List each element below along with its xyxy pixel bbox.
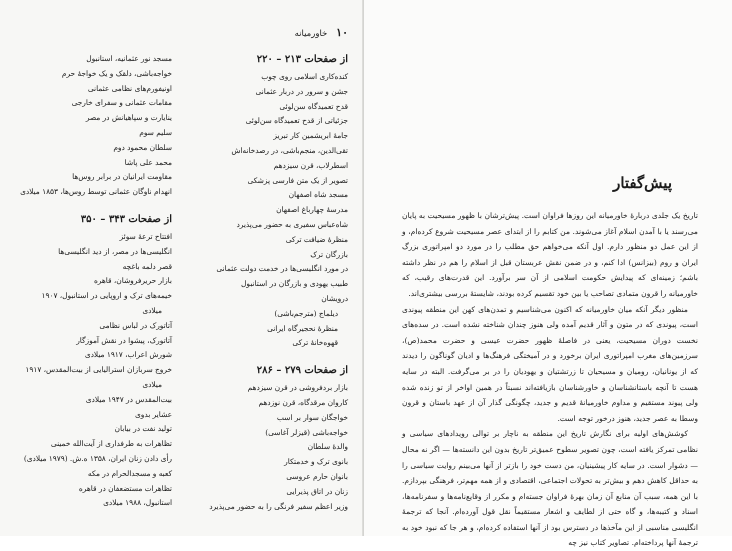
illustration-entry: بانوان حارم عروسی xyxy=(286,471,348,481)
illustration-entry: انهدام ناوگان عثمانی توسط روس‌ها، ۱۸۵۳ میلادی xyxy=(20,187,172,197)
illustration-list-right-column xyxy=(186,52,348,514)
illustration-entry: عشایر بدوی xyxy=(134,409,172,419)
illustration-entry: کنده‌کاری اسلامی روی چوب xyxy=(261,72,348,81)
illustration-entry: تظاهرات مستضعفان در قاهره xyxy=(78,483,172,493)
illustration-entry: سلطان محمود دوم xyxy=(113,142,172,152)
illustration-entry: قهوه‌خانهٔ ترکی xyxy=(292,338,338,348)
chapter-title: پیش‌گفتار xyxy=(613,174,672,192)
illustration-entry: استانبول، ۱۹۸۸ میلادی xyxy=(103,498,172,508)
illustration-entry: بازرگان ترک xyxy=(310,249,348,259)
illustration-entry: وزیر اعظم سفیر فرنگی را به حضور می‌پذیرد xyxy=(209,501,348,511)
page-number: ۱۰ xyxy=(336,26,348,39)
illustration-entry: جزئیاتی از قدح تعمیدگاه سن‌لوئی xyxy=(245,116,348,126)
illustration-entry: درویشان xyxy=(321,293,348,303)
illustration-entry: میلادی xyxy=(142,305,162,315)
section-gap xyxy=(186,351,348,363)
illustration-entry: بازار بردفروشی در قرن سیزدهم xyxy=(247,383,348,393)
illustration-entry: بیت‌المقدس در ۱۹۴۷ میلادی xyxy=(85,394,172,404)
illustration-entry: جشن و سرور در دربار عثمانی xyxy=(255,86,348,96)
illustration-entry: اونیفورم‌های نظامی عثمانی xyxy=(87,83,172,93)
right-page xyxy=(364,0,732,548)
illustration-entry: مقامات عثمانی و سفرای خارجی xyxy=(71,98,172,108)
illustration-entry: دیلماج (مترجم‌باشی) xyxy=(274,308,338,318)
illustration-entry: انگلیسی‌ها در مصر، از دید انگلیسی‌ها xyxy=(58,246,172,256)
illustration-entry: جامهٔ ابریشمین کار تبریز xyxy=(273,131,348,141)
illustration-entry: کاروان مرقدگاه، قرن نوزدهم xyxy=(258,397,348,407)
illustration-entry: قدح تعمیدگاه سن‌لوئی xyxy=(279,101,348,111)
illustration-entry: منظرهٔ نحجیرگاه ایرانی xyxy=(267,323,338,333)
section-heading: از صفحات ۲۷۹ – ۲۸۶ xyxy=(256,365,348,377)
illustration-entry: خواجه‌باشی (قیزلر آغاسی) xyxy=(265,427,348,437)
illustration-entry: آتاتورک، پیشوا در نقش آموزگار xyxy=(76,335,172,345)
section-heading: از صفحات ۳۴۳ – ۳۵۰ xyxy=(80,213,172,225)
illustration-entry: اسطرلاب، قرن سیزدهم xyxy=(273,160,348,170)
illustration-entry: مدرسهٔ چهارباغ اصفهان xyxy=(276,205,348,215)
illustration-entry: طبیب یهودی و بازرگان در استانبول xyxy=(241,279,348,289)
running-header xyxy=(295,26,348,39)
illustration-entry: زنان در اتاق پذیرایی xyxy=(286,486,348,496)
illustration-entry: ینایارت و سپاهیانش در مصر xyxy=(85,113,172,123)
preface-body xyxy=(402,208,698,551)
illustration-list-left-column xyxy=(12,52,172,511)
illustration-entry: افتتاح ترعهٔ سوئز xyxy=(119,231,172,241)
illustration-entry: آتاتورک در لباس نظامی xyxy=(99,320,172,330)
preface-paragraph: تاریخ یک جلدی دربارهٔ خاورمیانه این روزها فراوان است. پیش‌ترشان با ظهور مسیحیت به پایان می‌رسند یا با آمدن اسلام آغاز می‌شوند. من کتابم را از ابتدای عصر مسیحیت شروع کرده‌ام، و از این عمل دو منظور دارم. اول آنکه می‌خواهم حق مطلب را در مورد دو امپراتوری بزرگ ایران و روم (بیزانس) ادا کنم، و در ضمن نقش عربستان قبل از اسلام را هم در نظر داشته باشم؛ زمینه‌ای که پیدایش حکومت اسلامی از آن سر برآورد. این قدرت‌های رقیب، که خاورمیانه را قرون متمادی تصاحب یا بین خود تقسیم کرده بودند، شایستهٔ بررسی بیشتری‌اند. xyxy=(402,211,698,298)
illustration-entry: تولید نفت در بیابان xyxy=(114,424,172,434)
section-heading: از صفحات ۲۱۳ – ۲۲۰ xyxy=(256,54,348,65)
illustration-entry: محمد علی پاشا xyxy=(124,157,172,167)
illustration-entry: قصر دلمه باغچه xyxy=(122,261,172,271)
illustration-entry: شورش اعراب، ۱۹۱۷ میلادی xyxy=(84,350,172,360)
running-title: خاورمیانه xyxy=(294,29,328,39)
preface-paragraph: منظور دیگر آنکه میان خاورمیانه که اکنون می‌شناسیم و تمدن‌های کهن این منطقه پیوندی است، پیوندی که در متون و آثار قدیم آمده ولی هنوز چندان شناخته نشده است. در سده‌های نخست دوران مسیحیت، یعنی در فاصلهٔ ظهور حضرت عیسی و حضرت محمد(ص)، سرزمین‌های مغرب امپراتوری ایران برخورد و در آمیختگی فرهنگ‌ها و ادیان گوناگون را دیدند که از یونانیان، رومیان و مسیحیان تا زرتشتیان و یهودیان را در بر می‌گرفت. البته در سایه هست تا آنچه باستانشناسان و خاورشناسان بازیافته‌اند نسبتاً در همین اواخر از تو زنده شده ولی پیوند مستقیم و مداوم خاورمیانهٔ قدیم و جدید، چگونگی گذار آن از عهد باستان و قرون وسطا به عصر جدید، هنوز درخور توجه است. xyxy=(402,304,698,423)
illustration-entry: مقاومت ایرانیان در برابر روس‌ها xyxy=(72,172,172,182)
illustration-entry: خیمه‌های ترک و اروپایی در استانبول، ۱۹۰۷ xyxy=(41,291,172,301)
illustration-entry: خواجه‌باشی، دلقک و یک خواجهٔ حرم xyxy=(61,68,172,78)
illustration-entry: تصویر از یک متن فارسی پزشکی xyxy=(247,175,348,185)
illustration-entry: شاه‌عباس سفیری به حضور می‌پذیرد xyxy=(236,219,348,229)
illustration-entry: سلیم سوم xyxy=(139,127,172,137)
illustration-entry: تظاهرات به طرفداری از آیت‌الله خمینی xyxy=(50,439,172,449)
illustration-entry: کعبه و مسجدالحرام در مکه xyxy=(87,468,172,478)
illustration-entry: خواجگان سوار بر اسب xyxy=(276,412,348,422)
illustration-entry: خروج سربازان استرالیایی از بیت‌المقدس، ۱۹۱۷ xyxy=(25,365,172,375)
left-page xyxy=(0,0,364,536)
illustration-entry: بانوی ترک و خدمتکار xyxy=(284,457,348,467)
illustration-entry: والدهٔ سلطان xyxy=(307,442,348,452)
illustration-entry: مسجد نور عثمانیه، استانبول xyxy=(86,54,172,63)
illustration-entry: رأی دادن زنان ایران، ۱۳۵۸ ه.ش. (۱۹۷۹ میلادی) xyxy=(23,453,172,463)
illustration-entry: منظرهٔ ضیافت ترکی xyxy=(285,234,348,244)
section-gap xyxy=(12,200,172,212)
illustration-entry: تقی‌الدین، منجم‌باشی، در رصدخانه‌اش xyxy=(231,145,348,155)
illustration-entry: میلادی xyxy=(142,379,162,389)
preface-paragraph: کوشش‌های اولیه برای نگارش تاریخ این منطقه به ناچار بر توالی رویدادهای سیاسی و نظامی تمرکز یافته است، چون تصویر سطوح عمیق‌تر تاریخ بدون این دانسته‌ها — اگر نه محال — دشوار است. در سایه کار پیشینیان، من دست خود را بازتر از آنها می‌بینم روایت سیاسی را به حداقل کاهش دهم و بیش‌تر به تحولات اجتماعی، اقتصادی و از همه مهم‌تر، فرهنگی بپردازم. با این همه، سبب آن منابع آن زمان بهرهٔ فراوان جسته‌ام و مکرر از وقایع‌نامه‌ها و سفرنامه‌ها، اسناد و کتیبه‌ها، و گاه حتی از لطایف و اشعار مستقیماً نقل قول آورده‌ام. آنجا که ترجمهٔ انگلیسی مناسبی از این مآخذها در دسترس بود از آنها استفاده کرده‌ام، و هر جا که نبود خود به ترجمهٔ آنها پرداخته‌ام. تصاویر کتاب نیز چه xyxy=(402,429,698,548)
illustration-entry: در مورد انگلیسی‌ها در خدمت دولت عثمانی xyxy=(216,264,348,274)
illustration-entry: مسجد شاه اصفهان xyxy=(288,190,348,200)
illustration-entry: بازار حریرفروشان، قاهره xyxy=(93,276,172,286)
